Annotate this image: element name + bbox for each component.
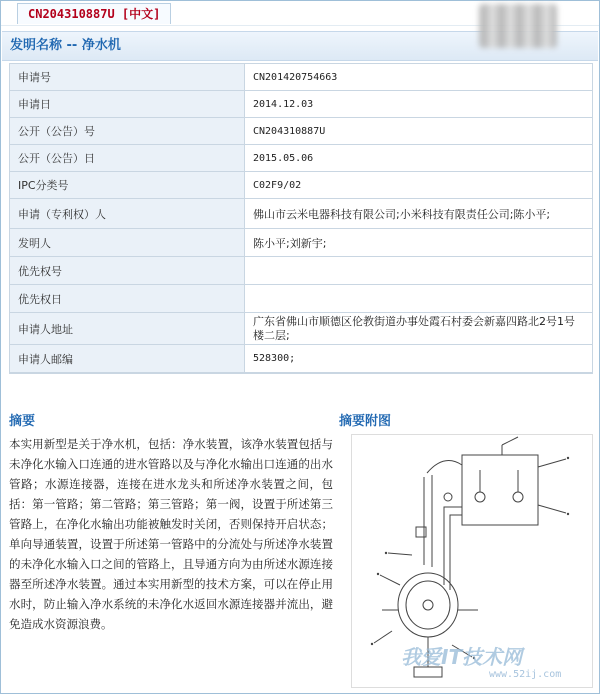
table-row: [10, 313, 593, 345]
field-label: 公开（公告）号: [10, 118, 245, 145]
field-label: 申请人地址: [10, 313, 245, 345]
watermark-text: 我爱IT技术网: [401, 645, 523, 669]
field-label: 发明人: [10, 229, 245, 257]
table-row: [10, 91, 593, 118]
table-row: [10, 199, 593, 229]
field-label: 申请人邮编: [10, 345, 245, 373]
field-value: C02F9/02: [245, 172, 593, 199]
table-row: [10, 145, 593, 172]
field-value: [245, 257, 593, 285]
table-row: [10, 257, 593, 285]
table-row: [10, 118, 593, 145]
field-label: 公开（公告）日: [10, 145, 245, 172]
field-label: 优先权日: [10, 285, 245, 313]
field-value: [245, 285, 593, 313]
field-value: 广东省佛山市顺德区伦教街道办事处霞石村委会新嘉四路北2号1号楼二层;: [245, 313, 593, 345]
field-value: 2014.12.03: [245, 91, 593, 118]
table-row: [10, 172, 593, 199]
field-value: 陈小平;刘新宇;: [245, 229, 593, 257]
page-title: 发明名称 -- 净水机: [10, 38, 121, 53]
field-label: 申请日: [10, 91, 245, 118]
tab-patent-number[interactable]: CN204310887U [中文]: [17, 3, 171, 24]
field-value: CN204310887U: [245, 118, 593, 145]
field-value: 佛山市云米电器科技有限公司;小米科技有限责任公司;陈小平;: [245, 199, 593, 229]
blurred-image: [479, 4, 557, 48]
table-row: [10, 285, 593, 313]
table-row: [10, 64, 593, 91]
field-label: 申请（专利权）人: [10, 199, 245, 229]
field-label: IPC分类号: [10, 172, 245, 199]
watermark-url: www.52ij.com: [489, 669, 562, 680]
field-value: 528300;: [245, 345, 593, 373]
abstract-heading: 摘要: [9, 414, 36, 429]
bibliographic-table: [9, 63, 593, 373]
table-row: [10, 345, 593, 373]
field-value: CN201420754663: [245, 64, 593, 91]
figure-heading: 摘要附图: [339, 414, 392, 429]
table-row: [10, 229, 593, 257]
field-label: 申请号: [10, 64, 245, 91]
field-value: 2015.05.06: [245, 145, 593, 172]
abstract-text: 本实用新型是关于净水机，包括：净水装置，该净水装置包括与未净化水输入口连通的进水管路以及与净化水输出口连通的出水管路；水源连接器，连接在进水龙头和所述净水装置之间，包括：第一管路；第二管路；第三管路；第一阀，设置于所述第三管路上，在净化水输出功能被触发时关闭，否则保持开启状态；单向导通装置，设置于所述第一管路中的分流处与所述净水装置的未净化水输入口之间的管路上，且导通方向为由所述水源连接器至所述净水装置。通过本实用新型的技术方案，可以在停止用水时，防止输入净水系统的未净化水返回水源连接器并流出，避免造成水资源浪费。: [9, 437, 333, 631]
field-label: 优先权号: [10, 257, 245, 285]
